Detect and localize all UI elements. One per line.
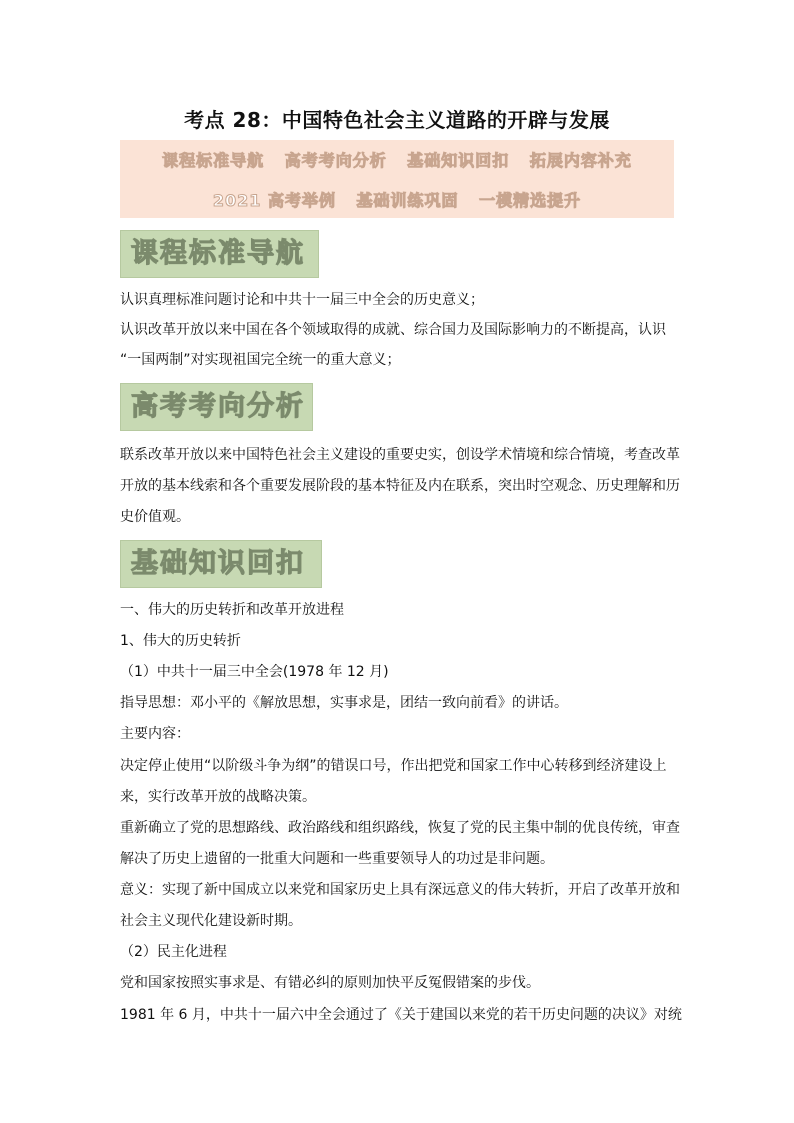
nav-item-basic-training: 基础训练巩固: [356, 191, 459, 210]
paragraph-line: 党和国家按照实事求是、有错必纠的原则加快平反冤假错案的步伐。: [120, 975, 540, 991]
paragraph-line: 主要内容：: [120, 726, 190, 742]
section-heading: 一、伟大的历史转折和改革开放进程: [120, 602, 344, 618]
paragraph-line: 意义：实现了新中国成立以来党和国家历史上具有深远意义的伟大转折，开启了改革开放和: [120, 882, 680, 898]
nav-row-2: [120, 188, 674, 211]
section-banner-basic-review: 基础知识回扣: [120, 540, 322, 588]
paragraph-line: 解决了历史上遗留的一批重大问题和一些重要领导人的功过是非问题。: [120, 851, 554, 867]
page-title: 考点 28：中国特色社会主义道路的开辟与发展: [184, 108, 610, 132]
paragraph-line: 认识改革开放以来中国在各个领域取得的成就、综合国力及国际影响力的不断提高，认识: [120, 322, 666, 338]
section-navigation-box: [120, 140, 674, 218]
paragraph-line: 重新确立了党的思想路线、政治路线和组织路线，恢复了党的民主集中制的优良传统，审查: [120, 820, 680, 836]
paragraph-line: 决定停止使用“以阶级斗争为纲”的错误口号，作出把党和国家工作中心转移到经济建设上: [120, 758, 667, 774]
paragraph-line: “一国两制”对实现祖国完全统一的重大意义；: [120, 352, 401, 368]
paragraph-line: 社会主义现代化建设新时期。: [120, 913, 302, 929]
nav-item-basic-review: 基础知识回扣: [407, 151, 510, 170]
nav-item-mock-selection: 一模精选提升: [479, 191, 582, 210]
nav-item-curriculum: 课程标准导航: [162, 151, 265, 170]
nav-item-2021-examples: 2021 高考举例: [212, 191, 336, 210]
paragraph-line: 来，实行改革开放的战略决策。: [120, 789, 316, 805]
section-banner-exam-analysis: 高考考向分析: [120, 383, 313, 431]
section-banner-curriculum: 课程标准导航: [120, 230, 319, 278]
subsection-heading: （2）民主化进程: [120, 944, 227, 960]
paragraph-line: 认识真理标准问题讨论和中共十一届三中全会的历史意义；: [120, 292, 484, 308]
paragraph-line: 1981 年 6 月，中共十一届六中全会通过了《关于建国以来党的若干历史问题的决议》对统: [120, 1007, 682, 1023]
nav-item-extension: 拓展内容补充: [529, 151, 632, 170]
paragraph-line: 联系改革开放以来中国特色社会主义建设的重要史实，创设学术情境和综合情境，考查改革: [120, 447, 680, 463]
subsection-heading: 1、伟大的历史转折: [120, 633, 241, 649]
nav-item-exam-analysis: 高考考向分析: [284, 151, 387, 170]
paragraph-line: 史价值观。: [120, 509, 190, 525]
nav-row-1: [120, 148, 674, 171]
subsection-heading: （1）中共十一届三中全会(1978 年 12 月): [120, 664, 389, 680]
paragraph-line: 指导思想：邓小平的《解放思想，实事求是，团结一致向前看》的讲话。: [120, 695, 568, 711]
paragraph-line: 开放的基本线索和各个重要发展阶段的基本特征及内在联系，突出时空观念、历史理解和历: [120, 478, 680, 494]
